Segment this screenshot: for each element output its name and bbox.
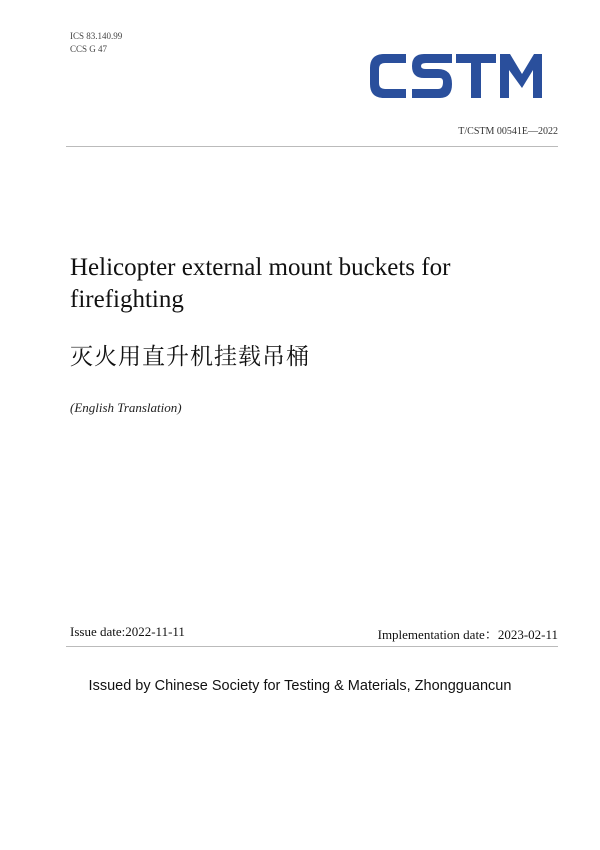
logo-letter-m <box>500 54 542 98</box>
document-title-chinese: 灭火用直升机挂载吊桶 <box>70 344 310 370</box>
logo-letter-s <box>412 54 452 98</box>
svg-text:CSTM: CSTM <box>368 52 371 53</box>
document-title-english: Helicopter external mount buckets for firefighting <box>70 254 451 313</box>
issuing-organization: Issued by Chinese Society for Testing & Materials, Zhongguancun <box>88 678 512 694</box>
implementation-date: Implementation date：2023-02-11 <box>377 627 558 642</box>
standard-number: T/CSTM 00541E—2022 <box>458 126 558 137</box>
cstm-logo <box>368 52 544 100</box>
logo-letter-t <box>456 54 496 98</box>
classification-codes <box>70 30 122 56</box>
header-divider <box>66 146 558 147</box>
dates-divider <box>66 646 558 647</box>
translation-note: (English Translation) <box>70 400 182 415</box>
logo-letter-c <box>370 54 406 98</box>
ics-code: ICS 83.140.99 <box>70 31 123 41</box>
issue-date: Issue date:2022-11-11 <box>70 624 185 639</box>
ccs-code: CCS G 47 <box>70 44 108 54</box>
